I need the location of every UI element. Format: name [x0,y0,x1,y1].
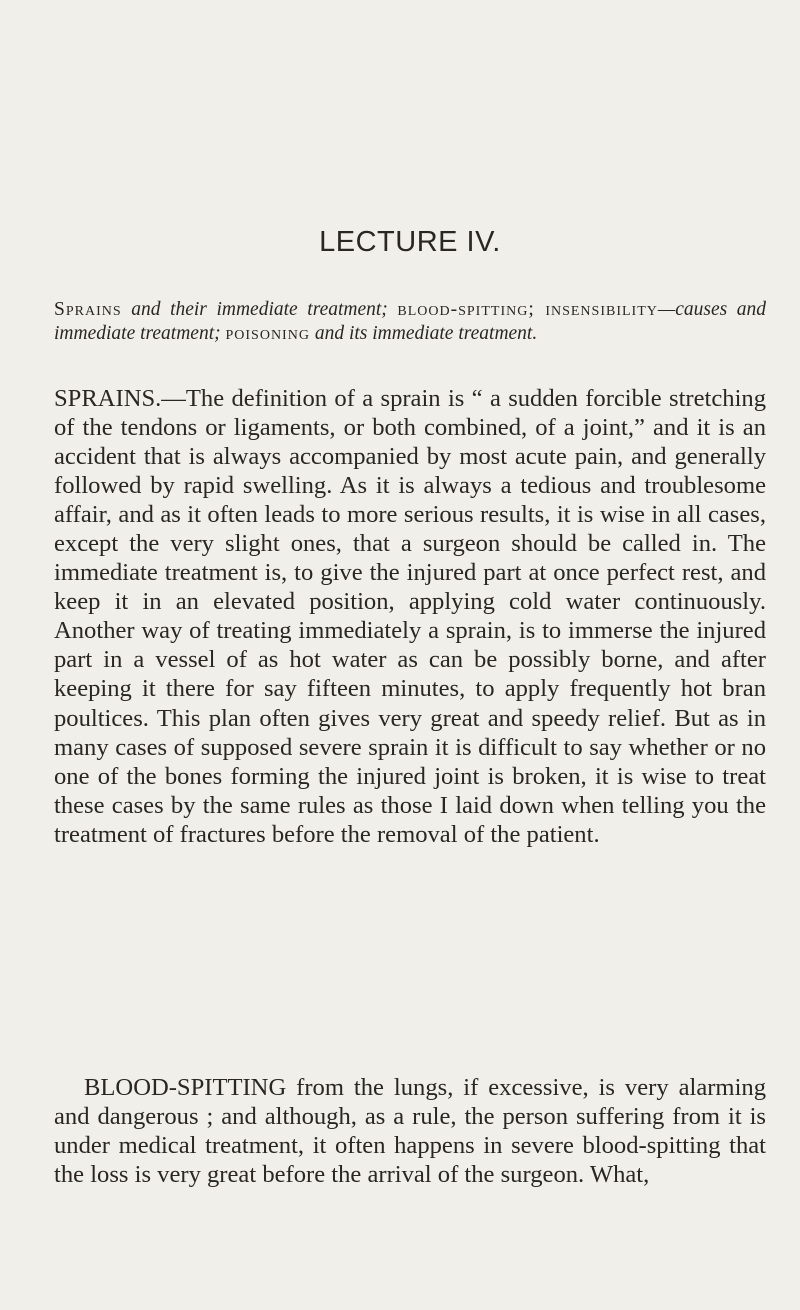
synopsis-topic-blood-spitting: blood-spitting; insensibility [397,299,658,320]
synopsis-text-2: —causes and immediate treatment; [54,299,767,344]
lecture-heading: LECTURE IV. [319,226,501,258]
synopsis-topic-sprains: Sprains [54,299,122,320]
synopsis-topic-poisoning: poisoning [225,323,310,344]
paragraph-sprains: SPRAINS.—The definition of a sprain is “ a sudden forcible stretching of the tendons or ligaments, or both combined, of a joint,” and it is an accident that is always accompanied by most acute pain, and generally followed by rapid swelling. As it is always a tedious and troublesome affair, and as it often leads to more serious results, it is wise in all cases, except the very slight ones, that a surgeon should be called in. The immediate treatment is, to give the injured part at once perfect rest, and keep it in an elevated position, applying cold water continuously. Another way of treating immediately a sprain, is to immerse the injured part in a vessel of as hot water as can be possibly borne, and after keeping it there for say fifteen minutes, to apply frequently hot bran poultices. This plan often gives very great and speedy relief. But as in many cases of supposed severe sprain it is difficult to say whether or no one of the bones forming the injured joint is broken, it is wise to treat these cases by the same rules as those I laid down when telling you the treatment of fractures before the removal of the patient. [54,385,766,848]
synopsis-text-3: and its immediate treatment. [314,323,538,344]
lecture-synopsis [54,298,766,346]
paragraph-blood-spitting: BLOOD-SPITTING from the lungs, if excessive, is very alarming and dangerous ; and although, as a rule, the person suffering from it is under medical treatment, it often happens in severe blood-spitting that the loss is very great before the arrival of the surgeon. What, [54,1074,766,1189]
book-page [54,0,766,1310]
synopsis-text-1: and their immediate treatment; [131,299,388,320]
